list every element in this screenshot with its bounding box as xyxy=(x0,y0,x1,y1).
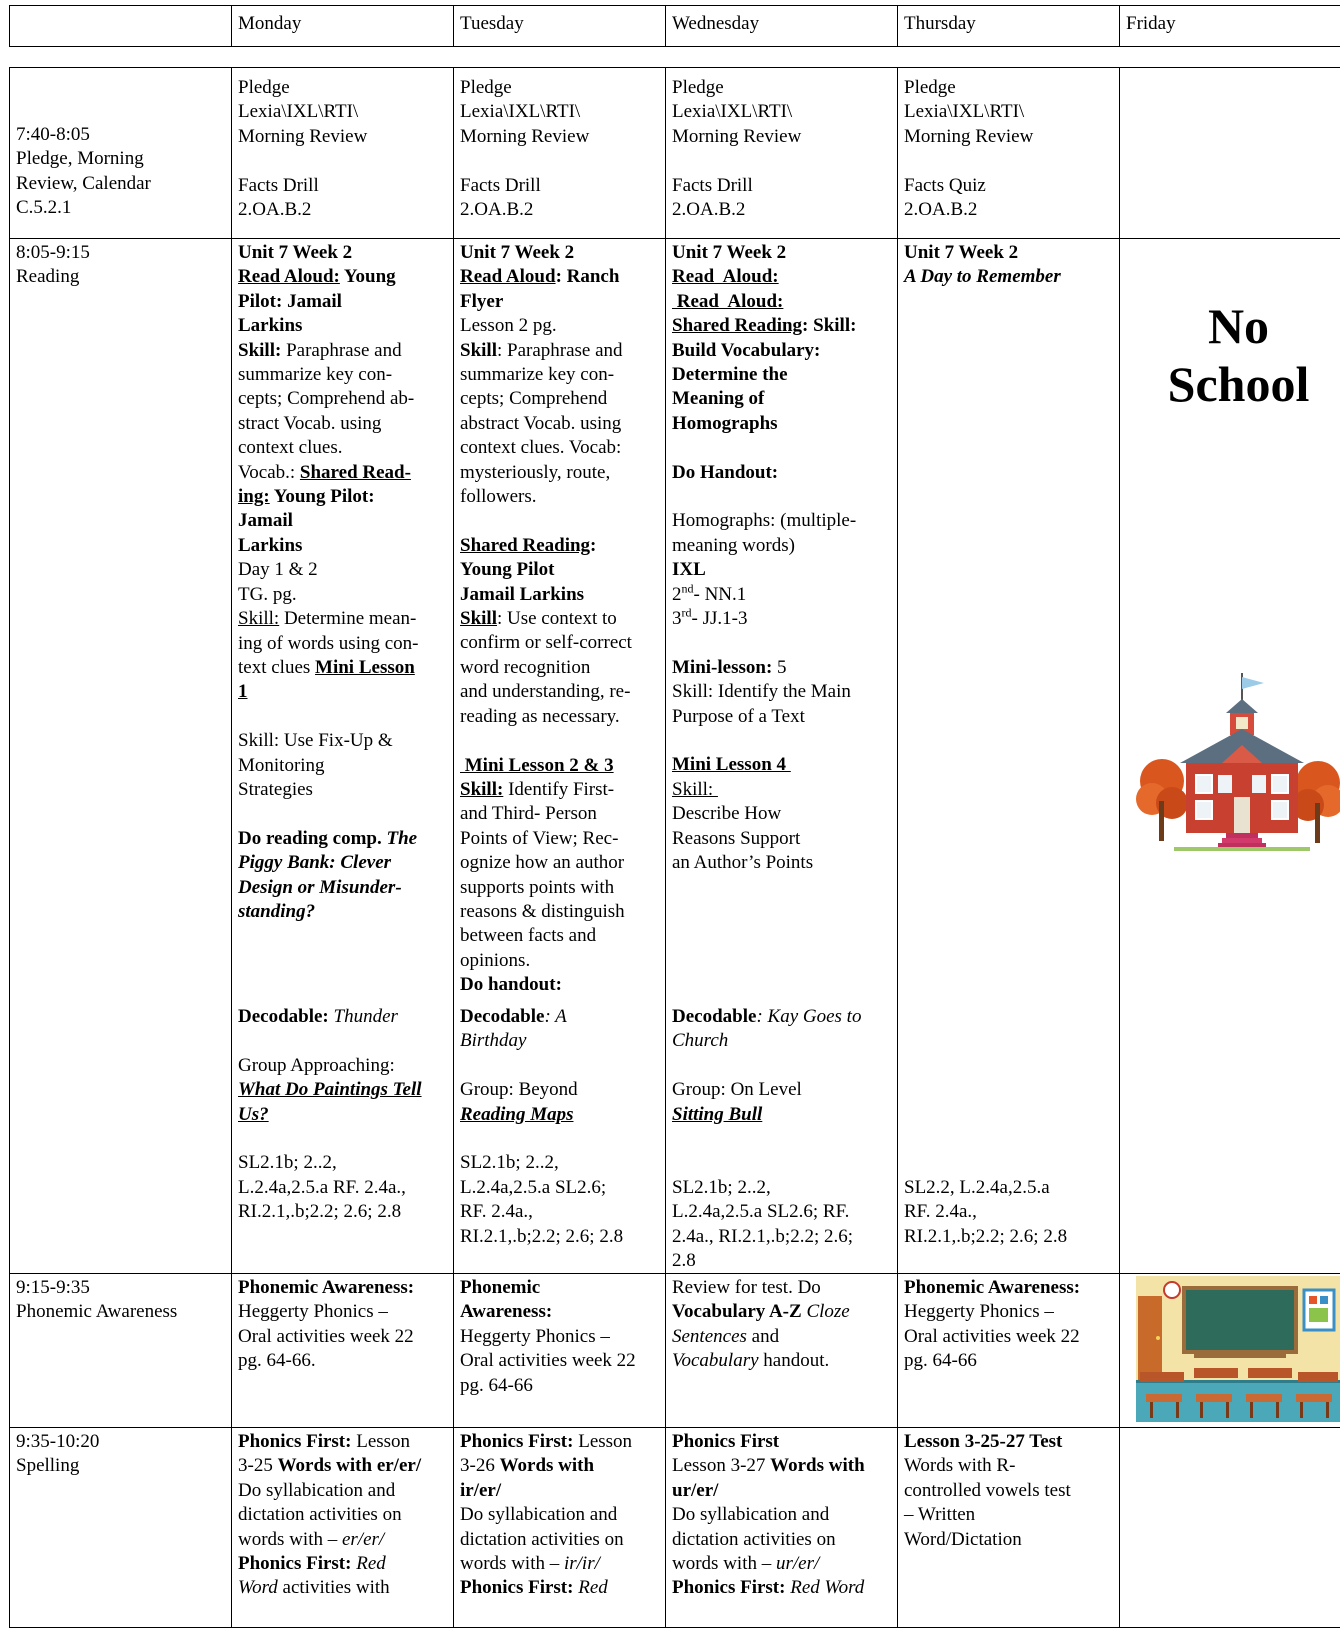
header-friday: Friday xyxy=(1120,6,1340,47)
header-thursday: Thursday xyxy=(898,6,1120,47)
no-school-banner: No School xyxy=(1167,298,1310,412)
phonemic-monday-cell: Phonemic Awareness: Heggerty Phonics – Oral activities week 22 pg. 64-66. xyxy=(232,1274,454,1428)
reading-row xyxy=(10,239,1340,1274)
header-wednesday: Wednesday xyxy=(666,6,898,47)
phonemic-friday-cell xyxy=(1120,1274,1340,1428)
day-header-row xyxy=(10,6,1340,47)
spelling-row xyxy=(10,1428,1340,1628)
spelling-time-cell xyxy=(10,1428,232,1628)
phonemic-tuesday-cell: Phonemic Awareness: Heggerty Phonics – Oral activities week 22 pg. 64-66 xyxy=(454,1274,666,1428)
spelling-subject: Spelling xyxy=(16,1455,80,1477)
reading-subject: Reading xyxy=(16,266,80,288)
reading-monday-cell: Unit 7 Week 2 Read Aloud: Young Pilot: Jamail Larkins Skill: Paraphrase and summarize key con- cepts; Comprehend ab- stract Vocab. using context clues. Vocab.: Shared Read- ing: Young Pilot: Jamail Larkins Day 1 & 2 TG. pg. Skill: Determine mean- ing of words using con- text clues Mini Lesson 1 Skill: Use Fix-Up & Monitoring Strategies Do reading comp. The Piggy Bank: Clever Design or Misunder- standing? Decodable: Thunder Group Approaching: What Do Paintings Tell Us? SL2.1b; 2..2, L.2.4a,2.5.a RF. 2.4a., RI.2.1,.b;2.2; 2.6; 2.8 xyxy=(232,239,454,1274)
schoolhouse-image xyxy=(1126,671,1340,861)
morning-monday-cell: Pledge Lexia\IXL\RTI\ Morning Review Facts Drill 2.OA.B.2 xyxy=(232,68,454,239)
spelling-time: 9:35-10:20 xyxy=(16,1431,100,1452)
morning-thursday-cell: Pledge Lexia\IXL\RTI\ Morning Review Facts Quiz 2.OA.B.2 xyxy=(898,68,1120,239)
morning-wednesday-cell: Pledge Lexia\IXL\RTI\ Morning Review Facts Drill 2.OA.B.2 xyxy=(666,68,898,239)
morning-row xyxy=(10,68,1340,239)
phonemic-wednesday-cell: Review for test. Do Vocabulary A-Z Cloze Sentences and Vocabulary handout. xyxy=(666,1274,898,1428)
reading-friday-cell xyxy=(1120,239,1340,1274)
spelling-wednesday-cell: Phonics First Lesson 3-27 Words with ur/er/ Do syllabication and dictation activities on words with – ur/er/ Phonics First: Red Word xyxy=(666,1428,898,1628)
reading-thursday-cell: Unit 7 Week 2 A Day to Remember SL2.2, L.2.4a,2.5.a RF. 2.4a., RI.2.1,.b;2.2; 2.6; 2.8 xyxy=(898,239,1120,1274)
phonemic-subject: Phonemic Awareness xyxy=(16,1301,178,1323)
morning-tuesday-cell: Pledge Lexia\IXL\RTI\ Morning Review Facts Drill 2.OA.B.2 xyxy=(454,68,666,239)
schedule-table xyxy=(9,67,1340,1628)
spelling-friday-cell xyxy=(1120,1428,1340,1628)
spelling-monday-cell: Phonics First: Lesson 3-25 Words with er/er/ Do syllabication and dictation activities on words with – er/er/ Phonics First: Red Word activities with xyxy=(232,1428,454,1628)
reading-time: 8:05-9:15 xyxy=(16,242,90,263)
spelling-thursday-cell: Lesson 3-25-27 Test Words with R- controlled vowels test – Written Word/Dictation xyxy=(898,1428,1120,1628)
morning-time-cell: 7:40-8:05 Pledge, Morning Review, Calendar C.5.2.1 xyxy=(10,68,232,239)
header-corner-cell xyxy=(10,6,232,47)
phonemic-time: 9:15-9:35 xyxy=(16,1277,90,1298)
phonemic-row xyxy=(10,1274,1340,1428)
morning-time: 7:40-8:05 xyxy=(16,123,90,145)
reading-wednesday-cell: Unit 7 Week 2 Read Aloud: Read Aloud: Shared Reading: Skill: Build Vocabulary: Determine the Meaning of Homographs Do Handout: Homographs: (multiple- meaning words) IXL 2nd- NN.1 3rd- JJ.1-3 Mini-lesson: 5 Skill: Identify the Main Purpose of a Text Mini Lesson 4 Skill: Describe How Reasons Support an Author’s Points Decodable: Kay Goes to Church Group: On Level Sitting Bull SL2.1b; 2..2, L.2.4a,2.5.a SL2.6; RF. 2.4a., RI.2.1,.b;2.2; 2.6; 2.8 xyxy=(666,239,898,1274)
morning-friday-cell xyxy=(1120,68,1340,239)
phonemic-time-cell xyxy=(10,1274,232,1428)
header-monday: Monday xyxy=(232,6,454,47)
reading-time-cell xyxy=(10,239,232,1274)
day-header-table xyxy=(9,5,1340,47)
spelling-tuesday-cell: Phonics First: Lesson 3-26 Words with ir/er/ Do syllabication and dictation activities on words with – ir/ir/ Phonics First: Red xyxy=(454,1428,666,1628)
reading-tuesday-cell: Unit 7 Week 2 Read Aloud: Ranch Flyer Lesson 2 pg. Skill: Paraphrase and summarize key con- cepts; Comprehend abstract Vocab. using context clues. Vocab: mysteriously, route, followers. Shared Reading: Young Pilot Jamail Larkins Skill: Use context to confirm or self-correct word recognition and understanding, re- reading as necessary. Mini Lesson 2 & 3 Skill: Identify First- and Third- Person Points of View; Rec- ognize how an author supports points with reasons & distinguish between facts and opinions. Do handout: Decodable: A Birthday Group: Beyond Reading Maps SL2.1b; 2..2, L.2.4a,2.5.a SL2.6; RF. 2.4a., RI.2.1,.b;2.2; 2.6; 2.8 xyxy=(454,239,666,1274)
classroom-image xyxy=(1124,1276,1340,1422)
header-tuesday: Tuesday xyxy=(454,6,666,47)
phonemic-thursday-cell: Phonemic Awareness: Heggerty Phonics – Oral activities week 22 pg. 64-66 xyxy=(898,1274,1120,1428)
